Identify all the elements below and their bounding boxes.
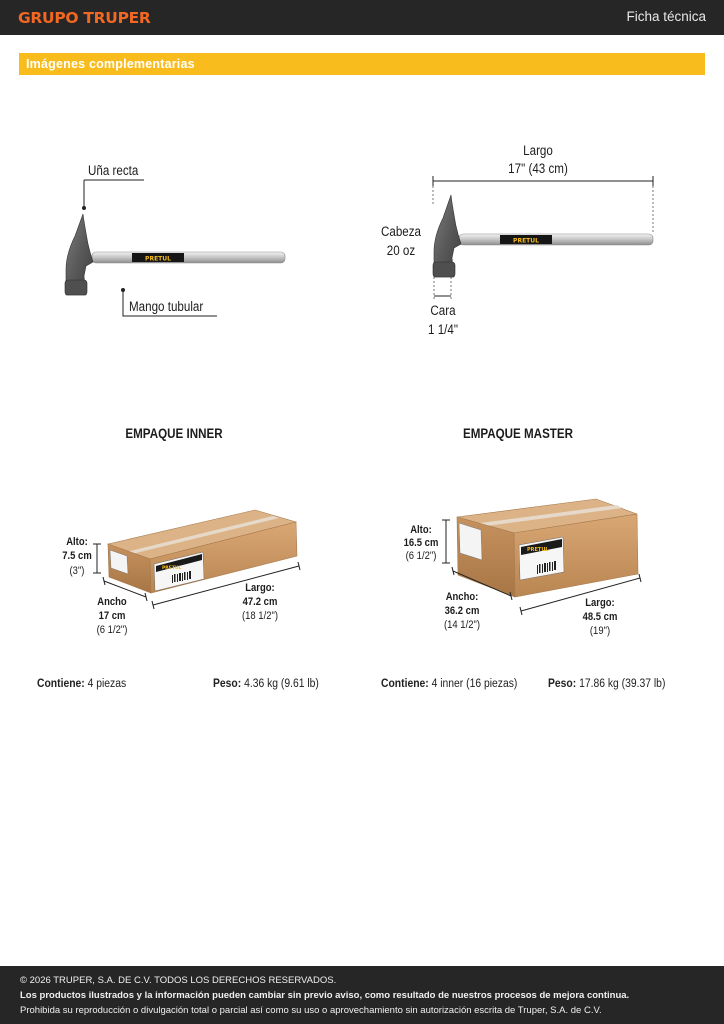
label-head: Cabeza [380,224,422,239]
master-ancho-label: Ancho: [445,591,479,603]
label-face: Cara [430,303,456,318]
footer-copyright: © 2026 TRUPER, S.A. DE C.V. TODOS LOS DERECHOS RESERVADOS. [20,975,337,986]
section-title: Imágenes complementarias [26,57,195,71]
value-length-main: 17" [508,161,526,176]
grupo-truper-logo: GRUPO TRUPER [18,9,151,27]
inner-contents: Contiene: 4 piezas [37,678,127,690]
value-face: 1 1/4" [428,322,458,337]
master-contents: Contiene: 4 inner (16 piezas) [381,678,518,690]
master-alto-inch: (6 1/2") [405,550,437,562]
inner-weight: Peso: 4.36 kg (9.61 lb) [213,678,319,690]
label-length: Largo [523,143,553,158]
value-head: 20 oz [386,243,416,258]
label-handle: Mango tubular [129,299,204,314]
inner-largo-inch: (18 1/2") [242,610,278,622]
inner-alto-value: 7.5 cm [62,550,92,562]
master-ancho-inch: (14 1/2") [444,619,480,631]
footer-prohibition: Prohibida su reproducción o divulgación total o parcial así como su uso o aprovechamiento sin autorización escrita de Truper, S.A. de C.V. [20,1005,602,1016]
master-largo-label: Largo: [585,597,615,609]
footer [0,966,724,1024]
value-length-metric: (43 cm) [528,161,568,176]
document-type: Ficha técnica [626,9,706,24]
master-alto-value: 16.5 cm [403,537,439,549]
heading-master-pack: EMPAQUE MASTER [462,426,574,441]
inner-ancho-label: Ancho [97,596,127,608]
inner-alto-inch: (3") [69,565,85,577]
master-weight: Peso: 17.86 kg (39.37 lb) [548,678,666,690]
inner-largo-label: Largo: [245,582,275,594]
inner-box-brand: PRETUL [162,566,182,571]
master-box-brand: PRETUL [527,547,549,553]
inner-alto-label: Alto: [66,536,88,548]
inner-ancho-inch: (6 1/2") [96,624,128,636]
hammer-left-brand: PRETUL [145,255,171,263]
footer-notice: Los productos ilustrados y la información pueden cambiar sin previo aviso, como resultado de nuestros procesos de mejora continua. [20,990,630,1001]
master-ancho-value: 36.2 cm [444,605,480,617]
heading-inner-pack: EMPAQUE INNER [125,426,223,441]
inner-largo-value: 47.2 cm [242,596,278,608]
hammer-right-brand: PRETUL [513,237,539,245]
label-claw: Uña recta [88,163,139,178]
inner-ancho-value: 17 cm [98,610,126,622]
master-largo-value: 48.5 cm [582,611,618,623]
master-largo-inch: (19") [589,625,611,637]
master-alto-label: Alto: [410,524,432,536]
